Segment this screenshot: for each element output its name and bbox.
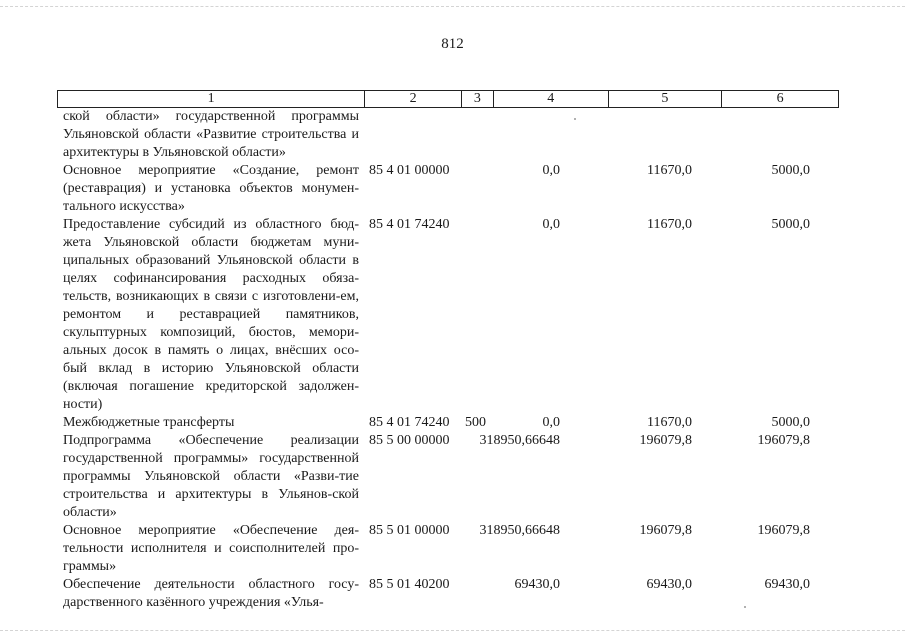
table-row	[63, 414, 843, 432]
row-value-col6: 5000,0	[771, 217, 810, 232]
row-code: 85 4 01 74240	[369, 217, 450, 232]
row-value-col6: 5000,0	[771, 415, 810, 430]
row-value-col6: 196079,8	[757, 523, 810, 538]
column-header-3: 3	[462, 91, 494, 107]
table-row	[63, 576, 843, 612]
row-value-col5: 196079,8	[639, 433, 692, 448]
row-code: 85 5 01 40200	[369, 577, 450, 592]
table-row	[63, 522, 843, 576]
row-value-col4: 69430,0	[514, 577, 560, 592]
table-body	[63, 108, 843, 612]
column-header-1: 1	[58, 91, 365, 107]
table-header	[57, 90, 839, 108]
column-header-4: 4	[494, 91, 609, 107]
row-value-col5: 11670,0	[647, 217, 692, 232]
row-value-col5: 196079,8	[639, 523, 692, 538]
table-row	[63, 162, 843, 216]
column-header-5: 5	[609, 91, 723, 107]
row-description: Межбюджетные трансферты	[63, 415, 235, 430]
row-expense-type: 500	[465, 415, 486, 430]
row-code: 85 4 01 74240	[369, 415, 450, 430]
table-row	[63, 216, 843, 414]
row-value-col4: 0,0	[542, 217, 560, 232]
scan-artifact-bottom	[0, 630, 905, 632]
row-description: Обеспечение деятельности областного госу-дарственного казённого учреждения «Улья-	[63, 577, 359, 610]
row-value-col4: 0,0	[542, 163, 560, 178]
row-value-col4: 318950,66648	[479, 433, 560, 448]
row-description: Основное мероприятие «Обеспечение дея-тельности исполнителя и соисполнителей про-граммы»	[63, 523, 359, 574]
row-value-col6: 196079,8	[757, 433, 810, 448]
row-value-col4: 318950,66648	[479, 523, 560, 538]
row-code: 85 4 01 00000	[369, 163, 450, 178]
table-row	[63, 432, 843, 522]
row-description: Предоставление субсидий из областного бюд-жета Ульяновской области бюджетам муни-ципальных образований Ульяновской области в целях софинансирования расходных обяза-тельств, возникающих в связи с изготовлени-ем, ремонтом и реставрацией памятников, скульптурных композиций, бюстов, мемори-альных досок в память о лицах, внёсших осо-бый вклад в историю Ульяновской области (включая погашение кредиторской задолжен-ности)	[63, 217, 359, 412]
column-header-2: 2	[365, 91, 462, 107]
row-value-col5: 11670,0	[647, 415, 692, 430]
row-value-col6: 5000,0	[771, 163, 810, 178]
table-row	[63, 108, 843, 162]
page-number: 812	[441, 36, 464, 52]
row-code: 85 5 01 00000	[369, 523, 450, 538]
row-description: ской области» государственной программы Ульяновской области «Развитие строительства и архитектуры в Ульяновской области»	[63, 109, 359, 160]
column-header-6: 6	[776, 91, 784, 106]
row-description: Подпрограмма «Обеспечение реализации государственной программы» государственной программы Ульяновской области «Разви-тие строительства и архитектуры в Ульянов-ской области»	[63, 433, 359, 520]
row-value-col5: 69430,0	[646, 577, 692, 592]
row-code: 85 5 00 00000	[369, 433, 450, 448]
row-value-col4: 0,0	[542, 415, 560, 430]
row-value-col5: 11670,0	[647, 163, 692, 178]
row-description: Основное мероприятие «Создание, ремонт (реставрация) и установка объектов монумен-тального искусства»	[63, 163, 359, 214]
row-value-col6: 69430,0	[764, 577, 810, 592]
scan-artifact-top	[0, 6, 905, 8]
